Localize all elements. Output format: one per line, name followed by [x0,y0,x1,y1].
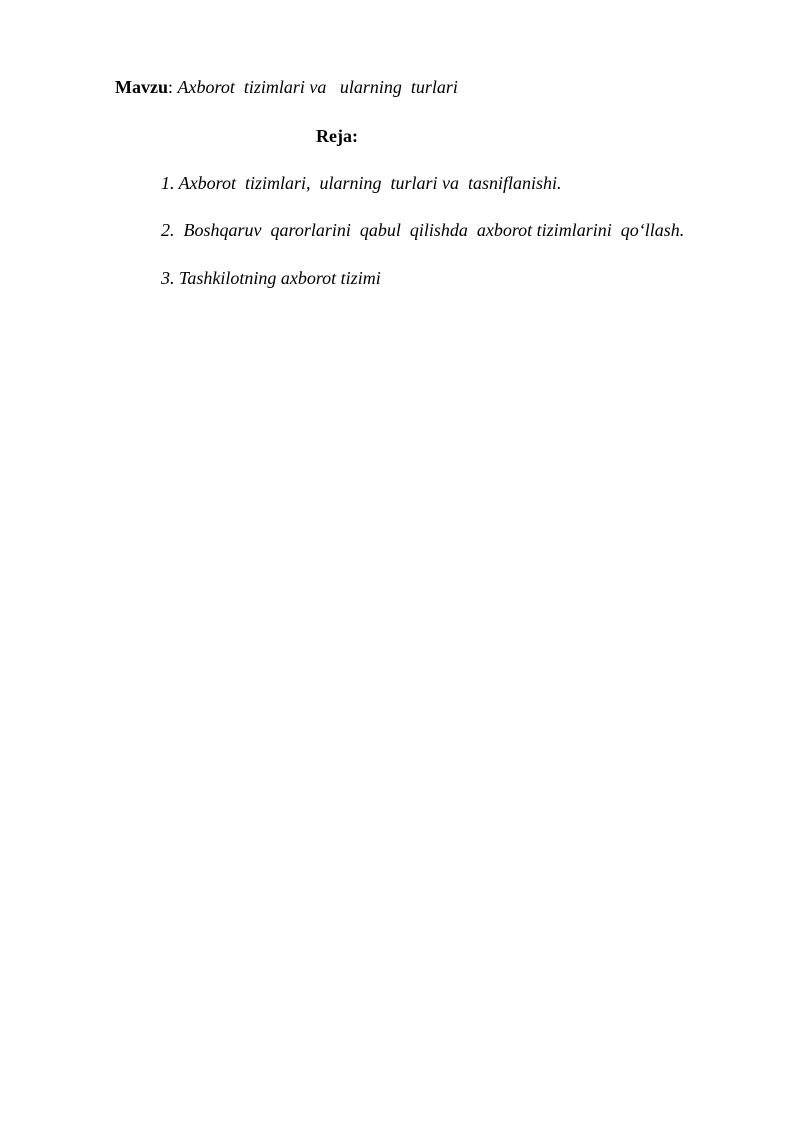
topic-label: Mavzu [115,77,168,97]
topic-line [115,76,458,98]
topic-title: Axborot tizimlari va ularning turlari [177,77,458,97]
plan-item-2: 2. Boshqaruv qarorlarini qabul qilishda axborot tizimlarini qo‘llash. [161,220,685,240]
topic-separator: : [168,77,178,97]
plan-item-3: 3. Tashkilotning axborot tizimi [161,268,381,288]
plan-item-1: 1. Axborot tizimlari, ularning turlari va tasniflanishi. [161,173,562,193]
plan-heading: Reja: [316,126,358,146]
